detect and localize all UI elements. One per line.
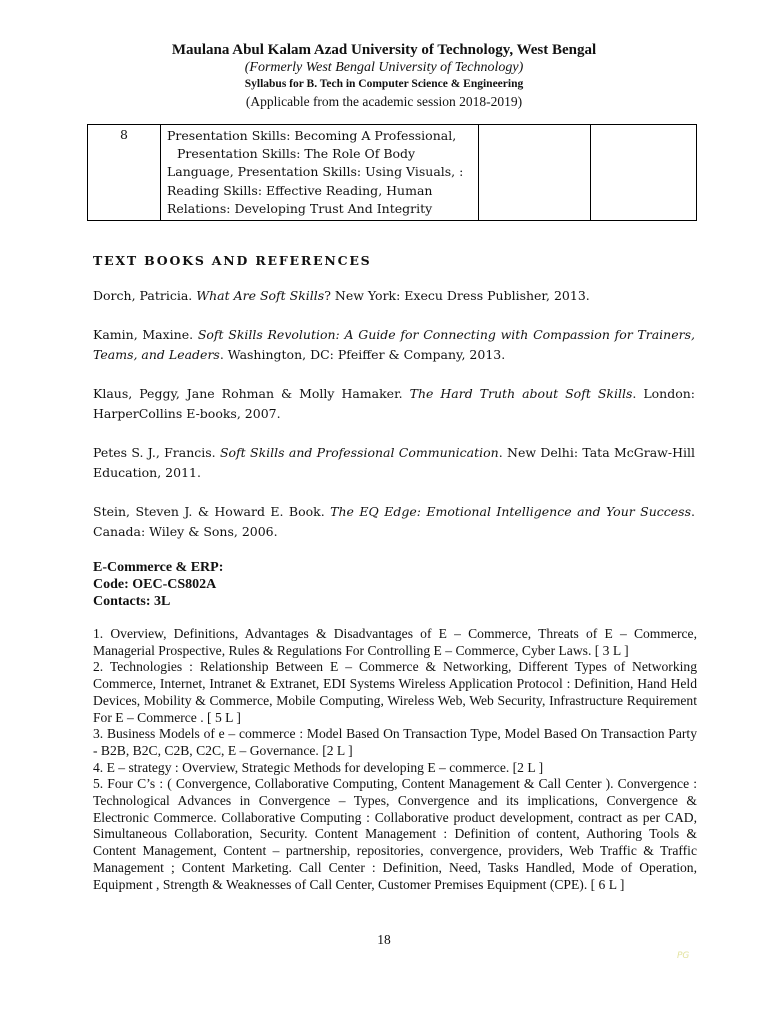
formerly-subtitle: (Formerly West Bengal University of Technology): [244, 60, 524, 75]
reference-details: . New Delhi: Tata McGraw-Hill Education, 2011.: [93, 445, 695, 480]
syllabus-item: 5. Four C’s : ( Convergence, Collaborative Computing, Content Management & Call Center ). Convergence : Technological Advances in Convergence – Types, Convergence and its implications, Convergence & Electronic Commerce. Collaborative Computing : Collaborative product development, contract as per CAD, Simultaneous Collaboration, Security. Content Management : Definition of content, Authoring Tools & Content Management, Content – partnership, repositories, convergence, providers, Web Traffic & Traffic Management ; Content Marketing. Call Center : Definition, Need, Tasks Handled, Mode of Operation, Equipment , Strength & Weaknesses of Call Center, Customer Premises Equipment (CPE). [ 6 L ]: [93, 776, 697, 892]
reference-author: Stein, Steven J. & Howard E. Book.: [93, 504, 331, 519]
reference-details: . London: HarperCollins E-books, 2007.: [93, 386, 695, 421]
reference-title: The Hard Truth about Soft Skills: [409, 386, 633, 401]
course-code: Code: OEC-CS802A: [93, 577, 217, 592]
syllabus-title: Syllabus for B. Tech in Computer Science & Engineering: [244, 78, 524, 90]
reference-author: Dorch, Patricia.: [93, 288, 197, 303]
course-name: E-Commerce & ERP:: [93, 560, 224, 575]
reference-details: . Canada: Wiley & Sons, 2006.: [93, 504, 695, 539]
unit-number: 8: [88, 125, 161, 221]
reference-item: [93, 325, 695, 364]
reference-item: [93, 286, 695, 306]
syllabus-item: 1. Overview, Definitions, Advantages & Disadvantages of E – Commerce, Threats of E – Commerce, Managerial Prospective, Rules & Regulations For Controlling E – Commerce, Cyber Laws. [ 3 L ]: [93, 626, 697, 658]
reference-title: The EQ Edge: Emotional Intelligence and Your Success: [330, 504, 692, 519]
reference-details: ? New York: Execu Dress Publisher, 2013.: [324, 288, 590, 303]
table-row: [88, 125, 697, 221]
page-number: 18: [377, 932, 391, 947]
watermark-text: PG: [677, 951, 690, 961]
reference-item: [93, 384, 695, 423]
university-title: Maulana Abul Kalam Azad University of Technology, West Bengal: [171, 42, 597, 58]
reference-item: [93, 443, 695, 482]
reference-title: What Are Soft Skills: [196, 288, 325, 303]
reference-title: Soft Skills and Professional Communication: [219, 445, 499, 460]
topic-line: Reading Skills: Effective Reading, Human: [167, 182, 433, 198]
reference-author: Klaus, Peggy, Jane Rohman & Molly Hamaker.: [93, 386, 410, 401]
reference-title: Soft Skills Revolution: A Guide for Connecting with Compassion for Trainers, Teams, and Leaders: [93, 327, 695, 362]
unit-topics: [161, 125, 479, 221]
course-contacts: Contacts: 3L: [93, 594, 171, 609]
unit-table: [87, 124, 697, 221]
empty-cell: [591, 125, 697, 221]
reference-item: [93, 502, 695, 541]
empty-cell: [479, 125, 591, 221]
reference-details: . Washington, DC: Pfeiffer & Company, 2013.: [219, 346, 506, 362]
topic-line: Language, Presentation Skills: Using Visuals, :: [167, 164, 464, 180]
syllabus-item: 2. Technologies : Relationship Between E – Commerce & Networking, Different Types of Networking Commerce, Internet, Intranet & Extranet, EDI Systems Wireless Application Protocol : Definition, Hand Held Devices, Mobility & Commerce, Mobile Computing, Wireless Web, Web Security, Infrastructure Requirement For E – Commerce . [ 5 L ]: [93, 659, 697, 725]
syllabus-item: 3. Business Models of e – commerce : Model Based On Transaction Type, Model Based On Transaction Party - B2B, B2C, C2B, C2C, E – Governance. [2 L ]: [93, 726, 697, 758]
syllabus-item: 4. E – strategy : Overview, Strategic Methods for developing E – commerce. [2 L ]: [93, 759, 544, 775]
reference-author: Kamin, Maxine.: [93, 327, 198, 342]
topic-line: Presentation Skills: Becoming A Professional,: [167, 128, 457, 143]
topic-line: Relations: Developing Trust And Integrity: [167, 200, 433, 216]
topic-line: Presentation Skills: The Role Of Body: [177, 146, 416, 162]
applicable-session: (Applicable from the academic session 2018-2019): [245, 94, 523, 109]
references-heading: TEXT BOOKS AND REFERENCES: [93, 253, 372, 268]
syllabus-content: [93, 626, 697, 893]
reference-author: Petes S. J., Francis.: [93, 445, 220, 460]
